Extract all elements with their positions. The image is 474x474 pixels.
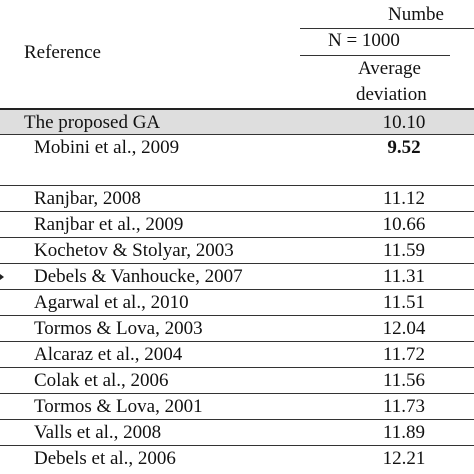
group-header-rule <box>300 28 474 29</box>
row-rule <box>0 419 474 420</box>
row-average-deviation: 9.52 <box>387 137 421 158</box>
row-average-deviation: 11.31 <box>382 266 426 287</box>
row-rule <box>0 211 474 212</box>
row-rule <box>0 263 474 264</box>
row-reference: Mobini et al., 2009 <box>34 137 180 158</box>
row-reference: The proposed GA <box>24 112 161 133</box>
reference-column-header: Reference <box>24 42 101 63</box>
subgroup-header: N = 1000 <box>328 30 400 51</box>
row-rule <box>0 237 474 238</box>
row-average-deviation: 11.12 <box>382 188 426 209</box>
row-average-deviation: 11.89 <box>382 422 426 443</box>
row-reference: Ranjbar, 2008 <box>34 188 141 209</box>
row-rule <box>0 315 474 316</box>
row-rule <box>0 289 474 290</box>
row-rule <box>0 341 474 342</box>
row-reference: Agarwal et al., 2010 <box>34 292 189 313</box>
left-edge-marker <box>0 274 4 280</box>
row-reference: Tormos & Lova, 2001 <box>34 396 203 417</box>
row-average-deviation: 12.04 <box>382 318 426 339</box>
row-average-deviation: 11.59 <box>382 240 426 261</box>
average-deviation-header-line1: Average <box>358 58 421 79</box>
row-reference: Ranjbar et al., 2009 <box>34 214 184 235</box>
row-reference: Colak et al., 2006 <box>34 370 169 391</box>
row-average-deviation: 11.56 <box>382 370 426 391</box>
row-average-deviation: 10.10 <box>382 112 426 133</box>
row-reference: Alcaraz et al., 2004 <box>34 344 183 365</box>
average-deviation-header-line2: deviation <box>356 84 427 105</box>
row-rule <box>0 367 474 368</box>
group-header: Numbe <box>388 4 444 25</box>
subgroup-header-rule <box>300 55 450 56</box>
row-reference: Debels & Vanhoucke, 2007 <box>34 266 243 287</box>
row-average-deviation: 11.72 <box>382 344 426 365</box>
row-rule <box>0 445 474 446</box>
row-reference: Tormos & Lova, 2003 <box>34 318 203 339</box>
row-reference: Kochetov & Stolyar, 2003 <box>34 240 234 261</box>
row-average-deviation: 11.73 <box>382 396 426 417</box>
row-rule <box>0 185 474 186</box>
row-average-deviation: 12.21 <box>382 448 426 469</box>
row-rule <box>0 393 474 394</box>
row-reference: Valls et al., 2008 <box>34 422 162 443</box>
row-reference: Debels et al., 2006 <box>34 448 176 469</box>
highlight-row-rule <box>0 134 474 135</box>
row-average-deviation: 11.51 <box>382 292 426 313</box>
row-average-deviation: 10.66 <box>382 214 426 235</box>
